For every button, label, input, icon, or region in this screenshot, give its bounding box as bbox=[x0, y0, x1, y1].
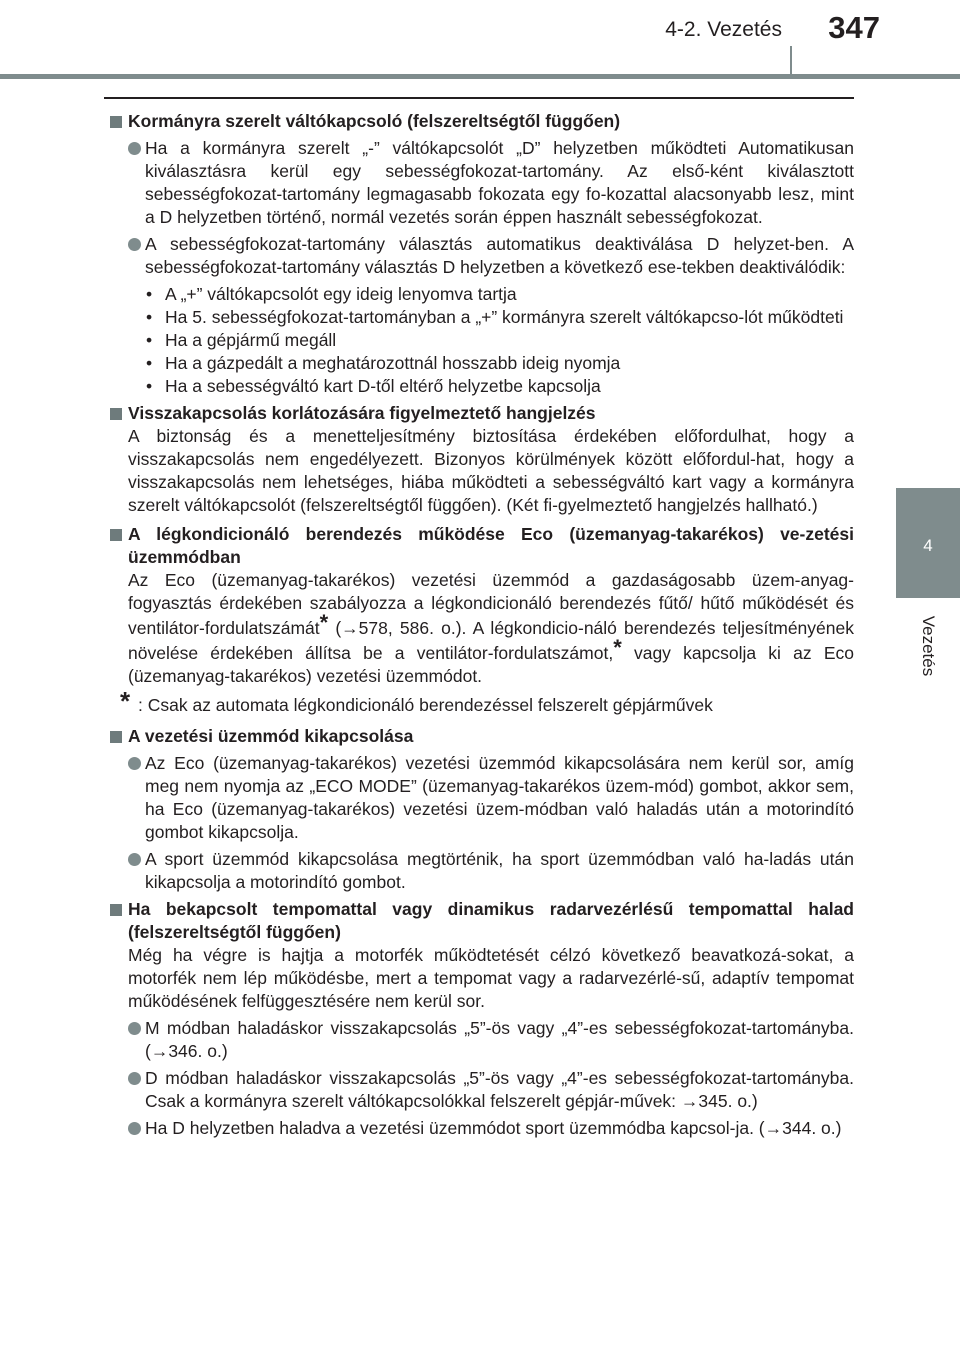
paragraph: A biztonság és a menetteljesítmény biztosítása érdekében előfordulhat, hogy a visszakapcsolás nem engedélyezett. Bizonyos körülmények között előfordul-hat, hogy a visszakapcsolás nem lehetséges, hiába működteti a sebességváltó kart vagy a kormányra szerelt váltókapcsolót (felszereltségtől függően). (Két fi-gyelmeztető hangjelzés hallható.) bbox=[128, 426, 854, 515]
list-item-text: A sport üzemmód kikapcsolása megtörténik, ha sport üzemmódban való ha-ladás után kikapcsolja a motorindító gombot. bbox=[145, 849, 854, 892]
list-item bbox=[108, 137, 854, 229]
square-bullet-icon bbox=[110, 904, 122, 916]
page-number: 347 bbox=[828, 10, 880, 45]
chapter-tab: 4 bbox=[896, 488, 960, 598]
section-title-text: A légkondicionáló berendezés működése Eco (üzemanyag-takarékos) ve-zetési üzemmódban bbox=[128, 524, 854, 567]
bullet-item: • Ha 5. sebességfokozat-tartományban a „+” kormányra szerelt váltókapcso-lót működteti bbox=[145, 306, 854, 329]
section-title-text: Ha bekapcsolt tempomattal vagy dinamikus radarvezérlésű tempomattal halad (felszereltségtől függően) bbox=[128, 899, 854, 942]
circle-bullet-icon bbox=[128, 757, 141, 770]
section-title-text: Visszakapcsolás korlátozására figyelmeztető hangjelzés bbox=[128, 403, 596, 423]
square-bullet-icon bbox=[110, 408, 122, 420]
section-title: 4-2. Vezetés bbox=[665, 18, 782, 41]
section-title-text: Kormányra szerelt váltókapcsoló (felszereltségtől függően) bbox=[128, 111, 621, 131]
bullet-item: • Ha a gépjármű megáll bbox=[145, 329, 854, 352]
list-item bbox=[108, 848, 854, 894]
circle-bullet-icon bbox=[128, 1122, 141, 1135]
footnote-text: : Csak az automata légkondicionáló berendezéssel felszerelt gépjárművek bbox=[138, 695, 713, 715]
paragraph-text: (→578, 586. o.). A légkondicio-náló berendezés teljesítményének növelése érdekében állítsa be a ventilátor-fordulatszámot, bbox=[128, 618, 854, 663]
header-rule bbox=[0, 74, 960, 79]
bullet-item: • Ha a sebességváltó kart D-től eltérő helyzetbe kapcsolja bbox=[145, 375, 854, 398]
section-heading bbox=[108, 725, 854, 748]
list-item-text: Ha a kormányra szerelt „-” váltókapcsolót „D” helyzetben működteti Automatikusan kiválasztásra kerül egy sebességfokozat-tartomány. Az első-ként kiválasztott sebességfokozat-tartomány legmagasabb fokozata egy fo-kozattal alacsonyabb lesz, mint a D helyzetben történő, normál vezetés során éppen használt sebességfokozat. bbox=[145, 138, 854, 227]
list-item-text: A sebességfokozat-tartomány választás automatikus deaktiválása D helyzet-ben. A sebességfokozat-tartomány választás D helyzetben a következő ese-tekben deaktiválódik: bbox=[145, 234, 854, 277]
square-bullet-icon bbox=[110, 529, 122, 541]
list-item bbox=[108, 1117, 854, 1140]
paragraph bbox=[108, 569, 854, 688]
section-heading bbox=[108, 898, 854, 944]
list-item-text: Ha D helyzetben haladva a vezetési üzemmódot sport üzemmódba kapcsol-ja. (→344. o.) bbox=[145, 1118, 842, 1138]
circle-bullet-icon bbox=[128, 853, 141, 866]
list-item bbox=[108, 1017, 854, 1063]
list-item-text: Az Eco (üzemanyag-takarékos) vezetési üzemmód kikapcsolására nem kerül sor, amíg meg nem nyomja az „ECO MODE” (üzemanyag-takarékos üzem-mód) gombot, akkor sem, ha Eco (üzemanyag-takarékos) vezetési üzem-módban való haladás után a motorindító gombot kikapcsolja. bbox=[145, 753, 854, 842]
paragraph: Még ha végre is hajtja a motorfék működtetését célzó következő beavatkozá-sokat, a motorfék nem lép működésbe, mert a tempomat vagy a radarvezérlé-sű, adaptív tempomat működésének felfüggesztésére nem kerül sor. bbox=[128, 945, 854, 1011]
circle-bullet-icon bbox=[128, 1022, 141, 1035]
circle-bullet-icon bbox=[128, 142, 141, 155]
chapter-label bbox=[900, 606, 956, 686]
footnote bbox=[108, 686, 854, 717]
section-heading bbox=[108, 110, 854, 133]
circle-bullet-icon bbox=[128, 238, 141, 251]
paragraph-text: Az Eco (üzemanyag-takarékos) vezetési üzemmód a gazdaságosabb üzem-anyag-fogyasztás érdekében szabályozza a légkondicionáló berendezés fűtő/ hűtő működését és ventilátor-fordulatszámát bbox=[128, 570, 854, 638]
circle-bullet-icon bbox=[128, 1072, 141, 1085]
bullet-item: • Ha a gázpedált a meghatározottnál hosszabb ideig nyomja bbox=[145, 352, 854, 375]
square-bullet-icon bbox=[110, 116, 122, 128]
section-heading bbox=[108, 523, 854, 569]
content-rule bbox=[104, 97, 854, 99]
square-bullet-icon bbox=[110, 731, 122, 743]
bullet-item: • A „+” váltókapcsolót egy ideig lenyomva tartja bbox=[145, 283, 854, 306]
section-heading bbox=[108, 402, 854, 425]
list-item bbox=[108, 233, 854, 279]
footnote-star: * bbox=[613, 635, 622, 660]
bullet-list bbox=[108, 283, 854, 398]
list-item bbox=[108, 1067, 854, 1113]
chapter-label-text: Vezetés bbox=[919, 615, 938, 677]
header-divider bbox=[790, 46, 792, 74]
page-content bbox=[108, 106, 854, 1140]
section-title-text: A vezetési üzemmód kikapcsolása bbox=[128, 726, 414, 746]
footnote-star: * bbox=[319, 610, 329, 635]
list-item-text: M módban haladáskor visszakapcsolás „5”-ös vagy „4”-es sebességfokozat-tartományba. (→346. o.) bbox=[145, 1018, 854, 1061]
list-item-text: D módban haladáskor visszakapcsolás „5”-ös vagy „4”-es sebességfokozat-tartományba. Csak a kormányra szerelt váltókapcsolókkal felszerelt gépjár-művek: →345. o.) bbox=[145, 1068, 854, 1111]
list-item bbox=[108, 752, 854, 844]
footnote-star: * bbox=[120, 686, 131, 716]
paragraph-text: vagy kapcsolja ki az Eco (üzemanyag-takarékos) vezetési üzemmódot. bbox=[128, 643, 854, 686]
